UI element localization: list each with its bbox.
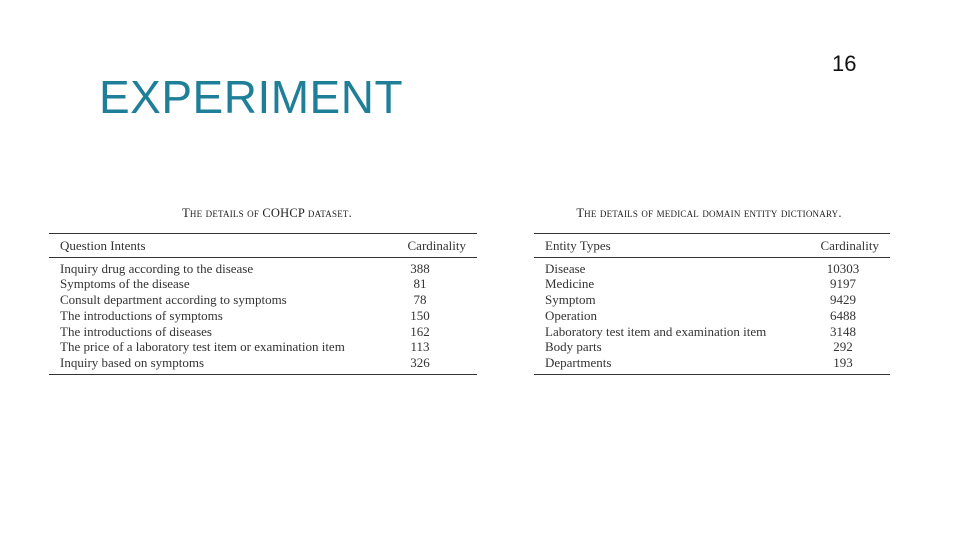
- table-row: [49, 276, 477, 292]
- table-row: [49, 355, 477, 374]
- row-label: Symptoms of the disease: [60, 276, 190, 292]
- table-header-row: [534, 233, 890, 257]
- row-value: 150: [410, 307, 430, 323]
- table-header-row: [49, 233, 477, 257]
- row-value: 326: [410, 355, 430, 371]
- slide-title: EXPERIMENT: [99, 71, 404, 123]
- row-value: 162: [410, 323, 430, 339]
- table-row: [49, 292, 477, 308]
- row-label: Laboratory test item and examination item: [545, 323, 767, 339]
- row-value: 388: [410, 260, 430, 276]
- table-row: [534, 339, 890, 355]
- table-row: [534, 308, 890, 324]
- row-value: 9197: [830, 276, 856, 292]
- row-value: 9429: [830, 292, 856, 308]
- row-label: Symptom: [545, 292, 596, 308]
- table-row: [49, 324, 477, 340]
- table-row: [534, 355, 890, 374]
- row-label: Body parts: [545, 339, 602, 355]
- row-value: 6488: [830, 307, 856, 323]
- row-label: Inquiry drug according to the disease: [60, 260, 254, 276]
- table-row: [534, 324, 890, 340]
- cohcp-dataset-table: [49, 233, 477, 376]
- table-row: [534, 276, 890, 292]
- table-row: [49, 308, 477, 324]
- table-caption: The details of COHCP dataset.: [182, 206, 352, 220]
- table-row: [49, 257, 477, 276]
- cohcp-dataset-table-block: [49, 207, 477, 375]
- row-label: Disease: [545, 260, 586, 276]
- row-value: 292: [833, 339, 853, 355]
- row-label: Inquiry based on symptoms: [60, 355, 205, 371]
- row-label: The price of a laboratory test item or examination item: [60, 339, 345, 355]
- row-label: Departments: [545, 355, 612, 371]
- column-header-question-intents: Question Intents: [49, 233, 375, 257]
- column-header-cardinality: Cardinality: [798, 233, 890, 257]
- table-row: [49, 339, 477, 355]
- entity-dictionary-table: [534, 233, 890, 376]
- table-row: [534, 292, 890, 308]
- row-label: The introductions of symptoms: [60, 307, 223, 323]
- row-value: 10303: [826, 260, 860, 276]
- entity-dictionary-table-block: [534, 207, 890, 375]
- row-value: 78: [413, 292, 427, 308]
- row-label: The introductions of diseases: [60, 323, 212, 339]
- column-header-entity-types: Entity Types: [534, 233, 798, 257]
- page-number: 16: [832, 51, 857, 76]
- row-value: 81: [413, 276, 427, 292]
- table-row: [534, 257, 890, 276]
- row-value: 3148: [830, 323, 856, 339]
- row-label: Consult department according to symptoms: [60, 292, 287, 308]
- row-value: 113: [410, 339, 430, 355]
- row-label: Operation: [545, 307, 597, 323]
- row-value: 193: [833, 355, 853, 371]
- row-label: Medicine: [545, 276, 595, 292]
- column-header-cardinality: Cardinality: [375, 233, 477, 257]
- table-caption: The details of medical domain entity dictionary.: [576, 206, 842, 220]
